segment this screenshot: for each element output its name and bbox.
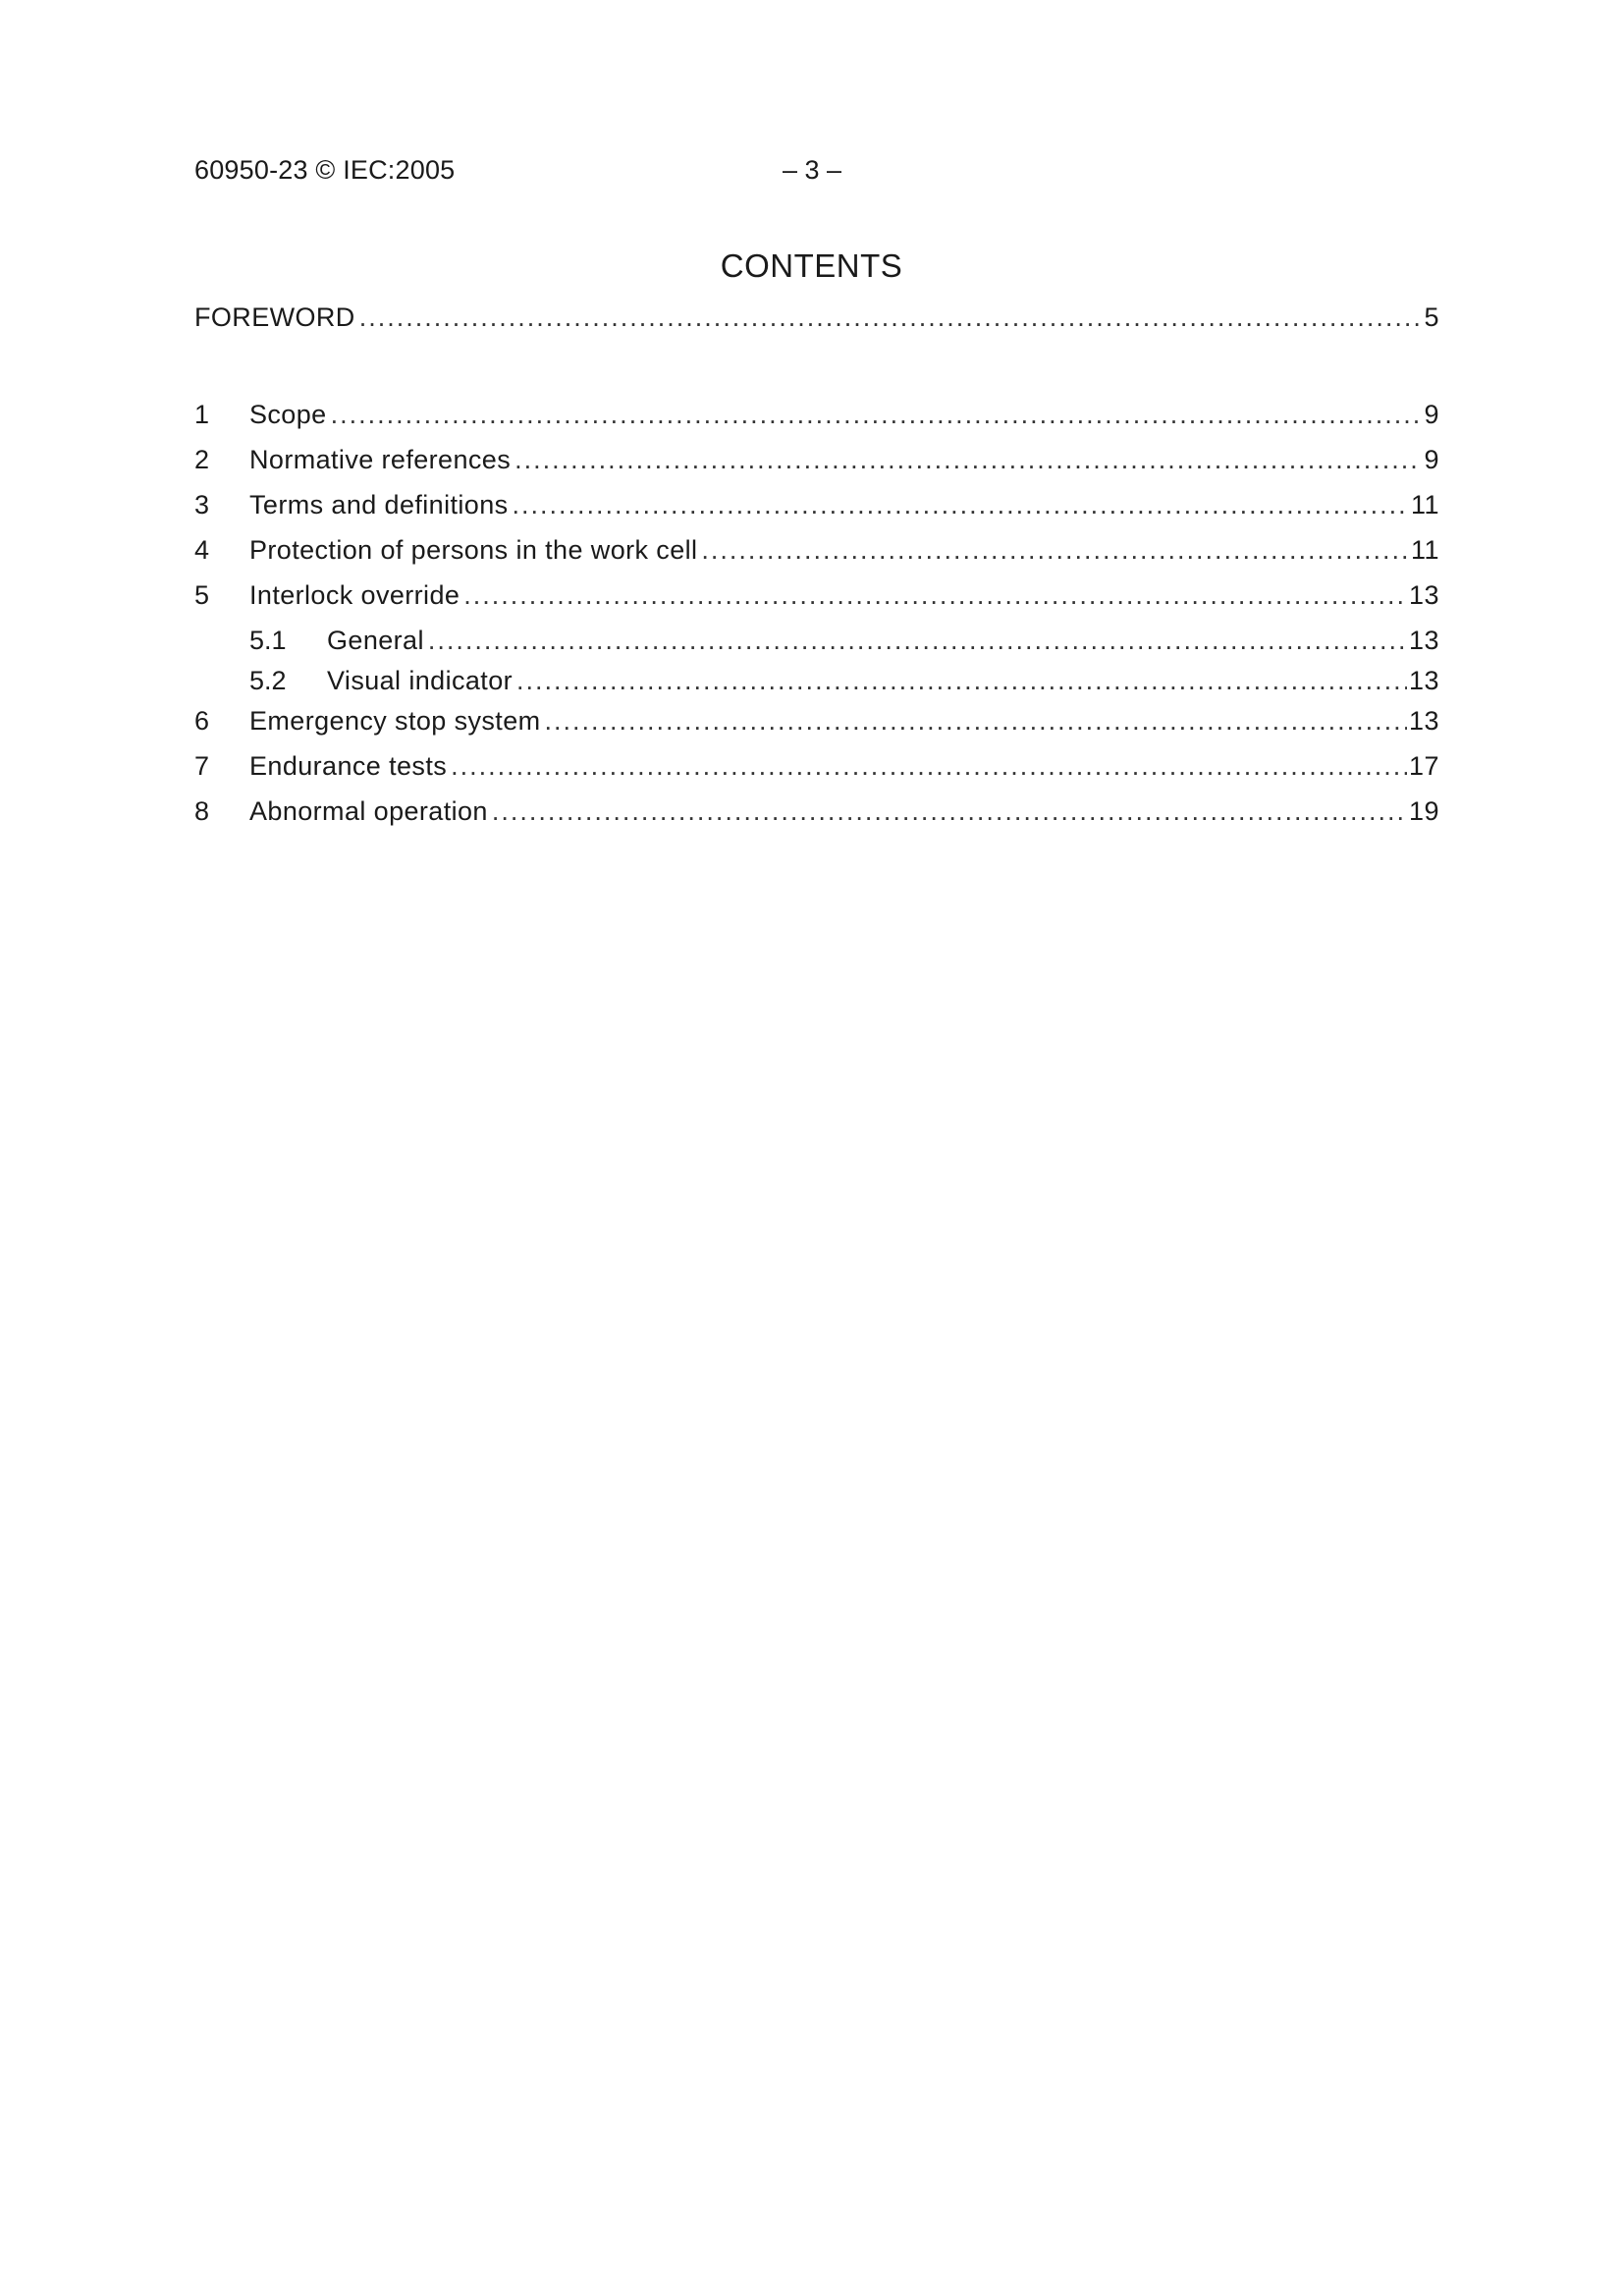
page-number: – 3 – (783, 155, 842, 185)
toc-entry-foreword[interactable] (194, 302, 1439, 336)
document-identifier: 60950-23 © IEC:2005 (194, 155, 456, 185)
toc-leader-dots (451, 751, 1407, 782)
toc-entry-number: 8 (194, 796, 210, 826)
toc-entry-title: Normative references (249, 445, 512, 474)
toc-entry-title: FOREWORD (194, 302, 355, 332)
toc-leader-dots (492, 796, 1407, 827)
toc-entry-general[interactable] (194, 626, 1439, 659)
toc-entry-title: Endurance tests (249, 751, 448, 781)
toc-entry-page: 13 (1408, 706, 1439, 736)
toc-leader-dots (359, 302, 1423, 333)
toc-entry-number: 2 (194, 445, 210, 474)
toc-leader-dots (701, 535, 1409, 566)
toc-entry-number: 7 (194, 751, 210, 781)
toc-entry-endurance-tests[interactable] (194, 751, 1439, 785)
toc-entry-page: 9 (1424, 400, 1439, 429)
toc-entry-page: 17 (1408, 751, 1439, 781)
toc-entry-interlock-override[interactable] (194, 580, 1439, 614)
toc-entry-number: 1 (194, 400, 210, 429)
toc-leader-dots (428, 626, 1407, 656)
toc-entry-normative-references[interactable] (194, 445, 1439, 478)
toc-leader-dots (514, 445, 1422, 475)
toc-entry-page: 13 (1408, 626, 1439, 655)
toc-entry-number: 4 (194, 535, 210, 565)
toc-entry-number: 6 (194, 706, 210, 736)
toc-entry-abnormal-operation[interactable] (194, 796, 1439, 830)
toc-entry-number: 5.1 (249, 626, 287, 655)
toc-entry-protection-of-persons[interactable] (194, 535, 1439, 569)
toc-entry-number: 3 (194, 490, 210, 519)
toc-entry-title: Terms and definitions (249, 490, 509, 519)
toc-entry-number: 5.2 (249, 666, 287, 695)
toc-entry-page: 13 (1408, 580, 1439, 610)
toc-entry-title: Scope (249, 400, 327, 429)
toc-entry-number: 5 (194, 580, 210, 610)
toc-entry-terms-and-definitions[interactable] (194, 490, 1439, 523)
toc-entry-emergency-stop-system[interactable] (194, 706, 1439, 739)
toc-entry-title: Emergency stop system (249, 706, 541, 736)
toc-leader-dots (513, 490, 1409, 520)
toc-leader-dots (545, 706, 1407, 737)
toc-entry-title: General (327, 626, 424, 655)
toc-entry-page: 19 (1408, 796, 1439, 826)
toc-entry-visual-indicator[interactable] (194, 666, 1439, 699)
toc-entry-title: Interlock override (249, 580, 460, 610)
toc-entry-scope[interactable] (194, 400, 1439, 433)
toc-leader-dots (463, 580, 1407, 611)
toc-entry-page: 11 (1410, 535, 1439, 565)
toc-leader-dots (331, 400, 1423, 430)
toc-entry-page: 13 (1408, 666, 1439, 695)
toc-entry-title: Abnormal operation (249, 796, 488, 826)
toc-entry-page: 9 (1424, 445, 1439, 474)
toc-entry-page: 11 (1410, 490, 1439, 519)
toc-leader-dots (516, 666, 1407, 696)
toc-entry-title: Visual indicator (327, 666, 514, 695)
contents-title: CONTENTS (720, 247, 903, 284)
toc-entry-title: Protection of persons in the work cell (249, 535, 698, 565)
toc-entry-page: 5 (1424, 302, 1439, 332)
